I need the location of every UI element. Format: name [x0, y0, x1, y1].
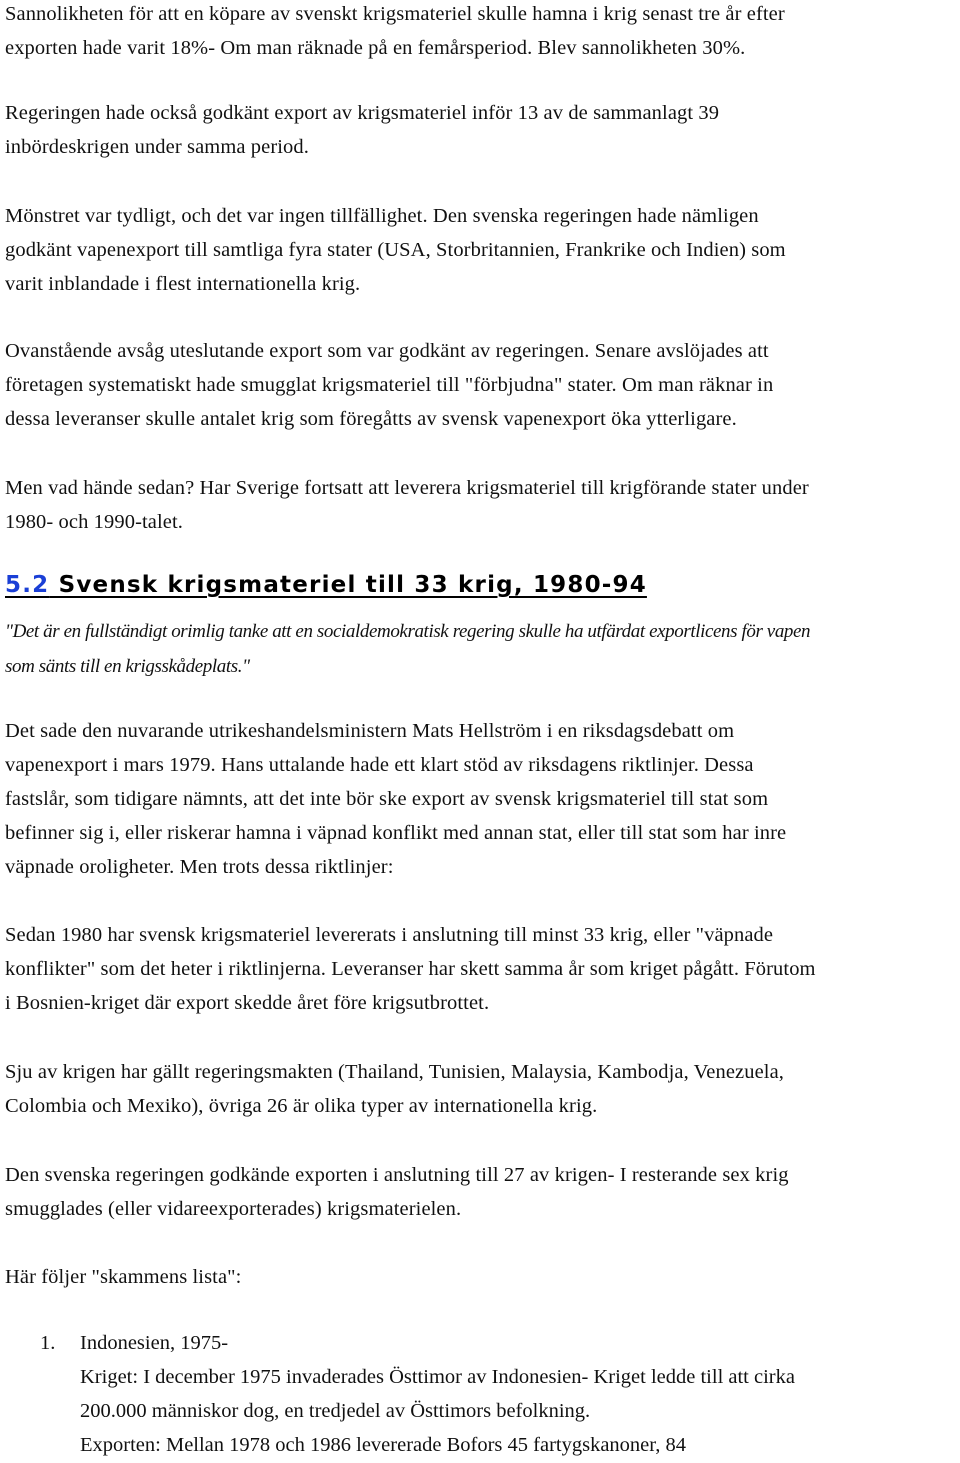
shame-list: [0, 1326, 960, 1462]
paragraph-approved-exports: Den svenska regeringen godkände exporten i anslutning till 27 av krigen- I resterande sex krig smugglades (eller vidareexporterades) krigsmaterielen.: [5, 1164, 789, 1220]
section-heading: [5, 568, 647, 602]
paragraph-government-wars: Sju av krigen har gällt regeringsmakten (Thailand, Tunisien, Malaysia, Kambodja, Venezuela, Colombia och Mexiko), övriga 26 är olika typer av internationella krig.: [5, 1061, 784, 1117]
paragraph-smuggling: Ovanstående avsåg uteslutande export som var godkänt av regeringen. Senare avslöjades att företagen systematiskt hade smugglat krigsmateriel till "förbjudna" stater. Om man räknar in dessa leveranser skulle antalet krig som föregåtts av svensk vapenexport öka ytterligare.: [5, 340, 774, 430]
list-item: [0, 1326, 960, 1462]
paragraph-list-intro: Här följer "skammens lista":: [5, 1266, 242, 1288]
paragraph-question: Men vad hände sedan? Har Sverige fortsatt att leverera krigsmateriel till krigförande stater under 1980- och 1990-talet.: [5, 477, 809, 533]
paragraph-risk-statistics: Sannolikheten för att en köpare av svenskt krigsmateriel skulle hamna i krig senast tre år efter exporten hade varit 18%- Om man räknade på en femårsperiod. Blev sannolikheten 30%.: [5, 3, 785, 59]
paragraph-hellstrom: Det sade den nuvarande utrikeshandelsministern Mats Hellström i en riksdagsdebatt om vapenexport i mars 1979. Hans uttalande hade ett klart stöd av riksdagens riktlinjer. Dessa fastslår, som tidigare nämnts, att det inte bör ske export av svensk krigsmateriel till stat som befinner sig i, eller riskerar hamna i väpnad konflikt med annan stat, eller till stat som har inre väpnade oroligheter. Men trots dessa riktlinjer:: [5, 720, 787, 878]
quote-hellstrom: "Det är en fullständigt orimlig tanke att en socialdemokratisk regering skulle ha utfärdat exportlicens för vapen som sänts till en krigsskådeplats.": [5, 621, 811, 677]
list-item-war-description: Kriget: I december 1975 invaderades Östtimor av Indonesien- Kriget ledde till att cirka: [80, 1366, 795, 1388]
paragraph-pattern: Mönstret var tydligt, och det var ingen tillfällighet. Den svenska regeringen hade nämligen godkänt vapenexport till samtliga fyra stater (USA, Storbritannien, Frankrike och Indien) som varit inblandade i flest internationella krig.: [5, 205, 786, 295]
list-item-title: Indonesien, 1975-: [80, 1332, 229, 1354]
section-title: Svensk krigsmateriel till 33 krig, 1980-94: [49, 572, 647, 598]
list-item-exports: Exporten: Mellan 1978 och 1986 levererade Bofors 45 fartygskanoner, 84: [80, 1434, 687, 1456]
section-number: 5.2: [5, 572, 50, 598]
list-item-casualties: 200.000 människor dog, en tredjedel av Östtimors befolkning.: [80, 1400, 591, 1422]
paragraph-civil-wars: Regeringen hade också godkänt export av krigsmateriel inför 13 av de sammanlagt 39 inbördeskrigen under samma period.: [5, 102, 720, 158]
paragraph-33-wars: Sedan 1980 har svensk krigsmateriel levererats i anslutning till minst 33 krig, eller "väpnade konflikter" som det heter i riktlinjerna. Leveranser har skett samma år som kriget pågått. Förutom i Bosnien-kriget där export skedde året före krigsutbrottet.: [5, 924, 816, 1014]
list-item-number: 1.: [40, 1332, 56, 1354]
